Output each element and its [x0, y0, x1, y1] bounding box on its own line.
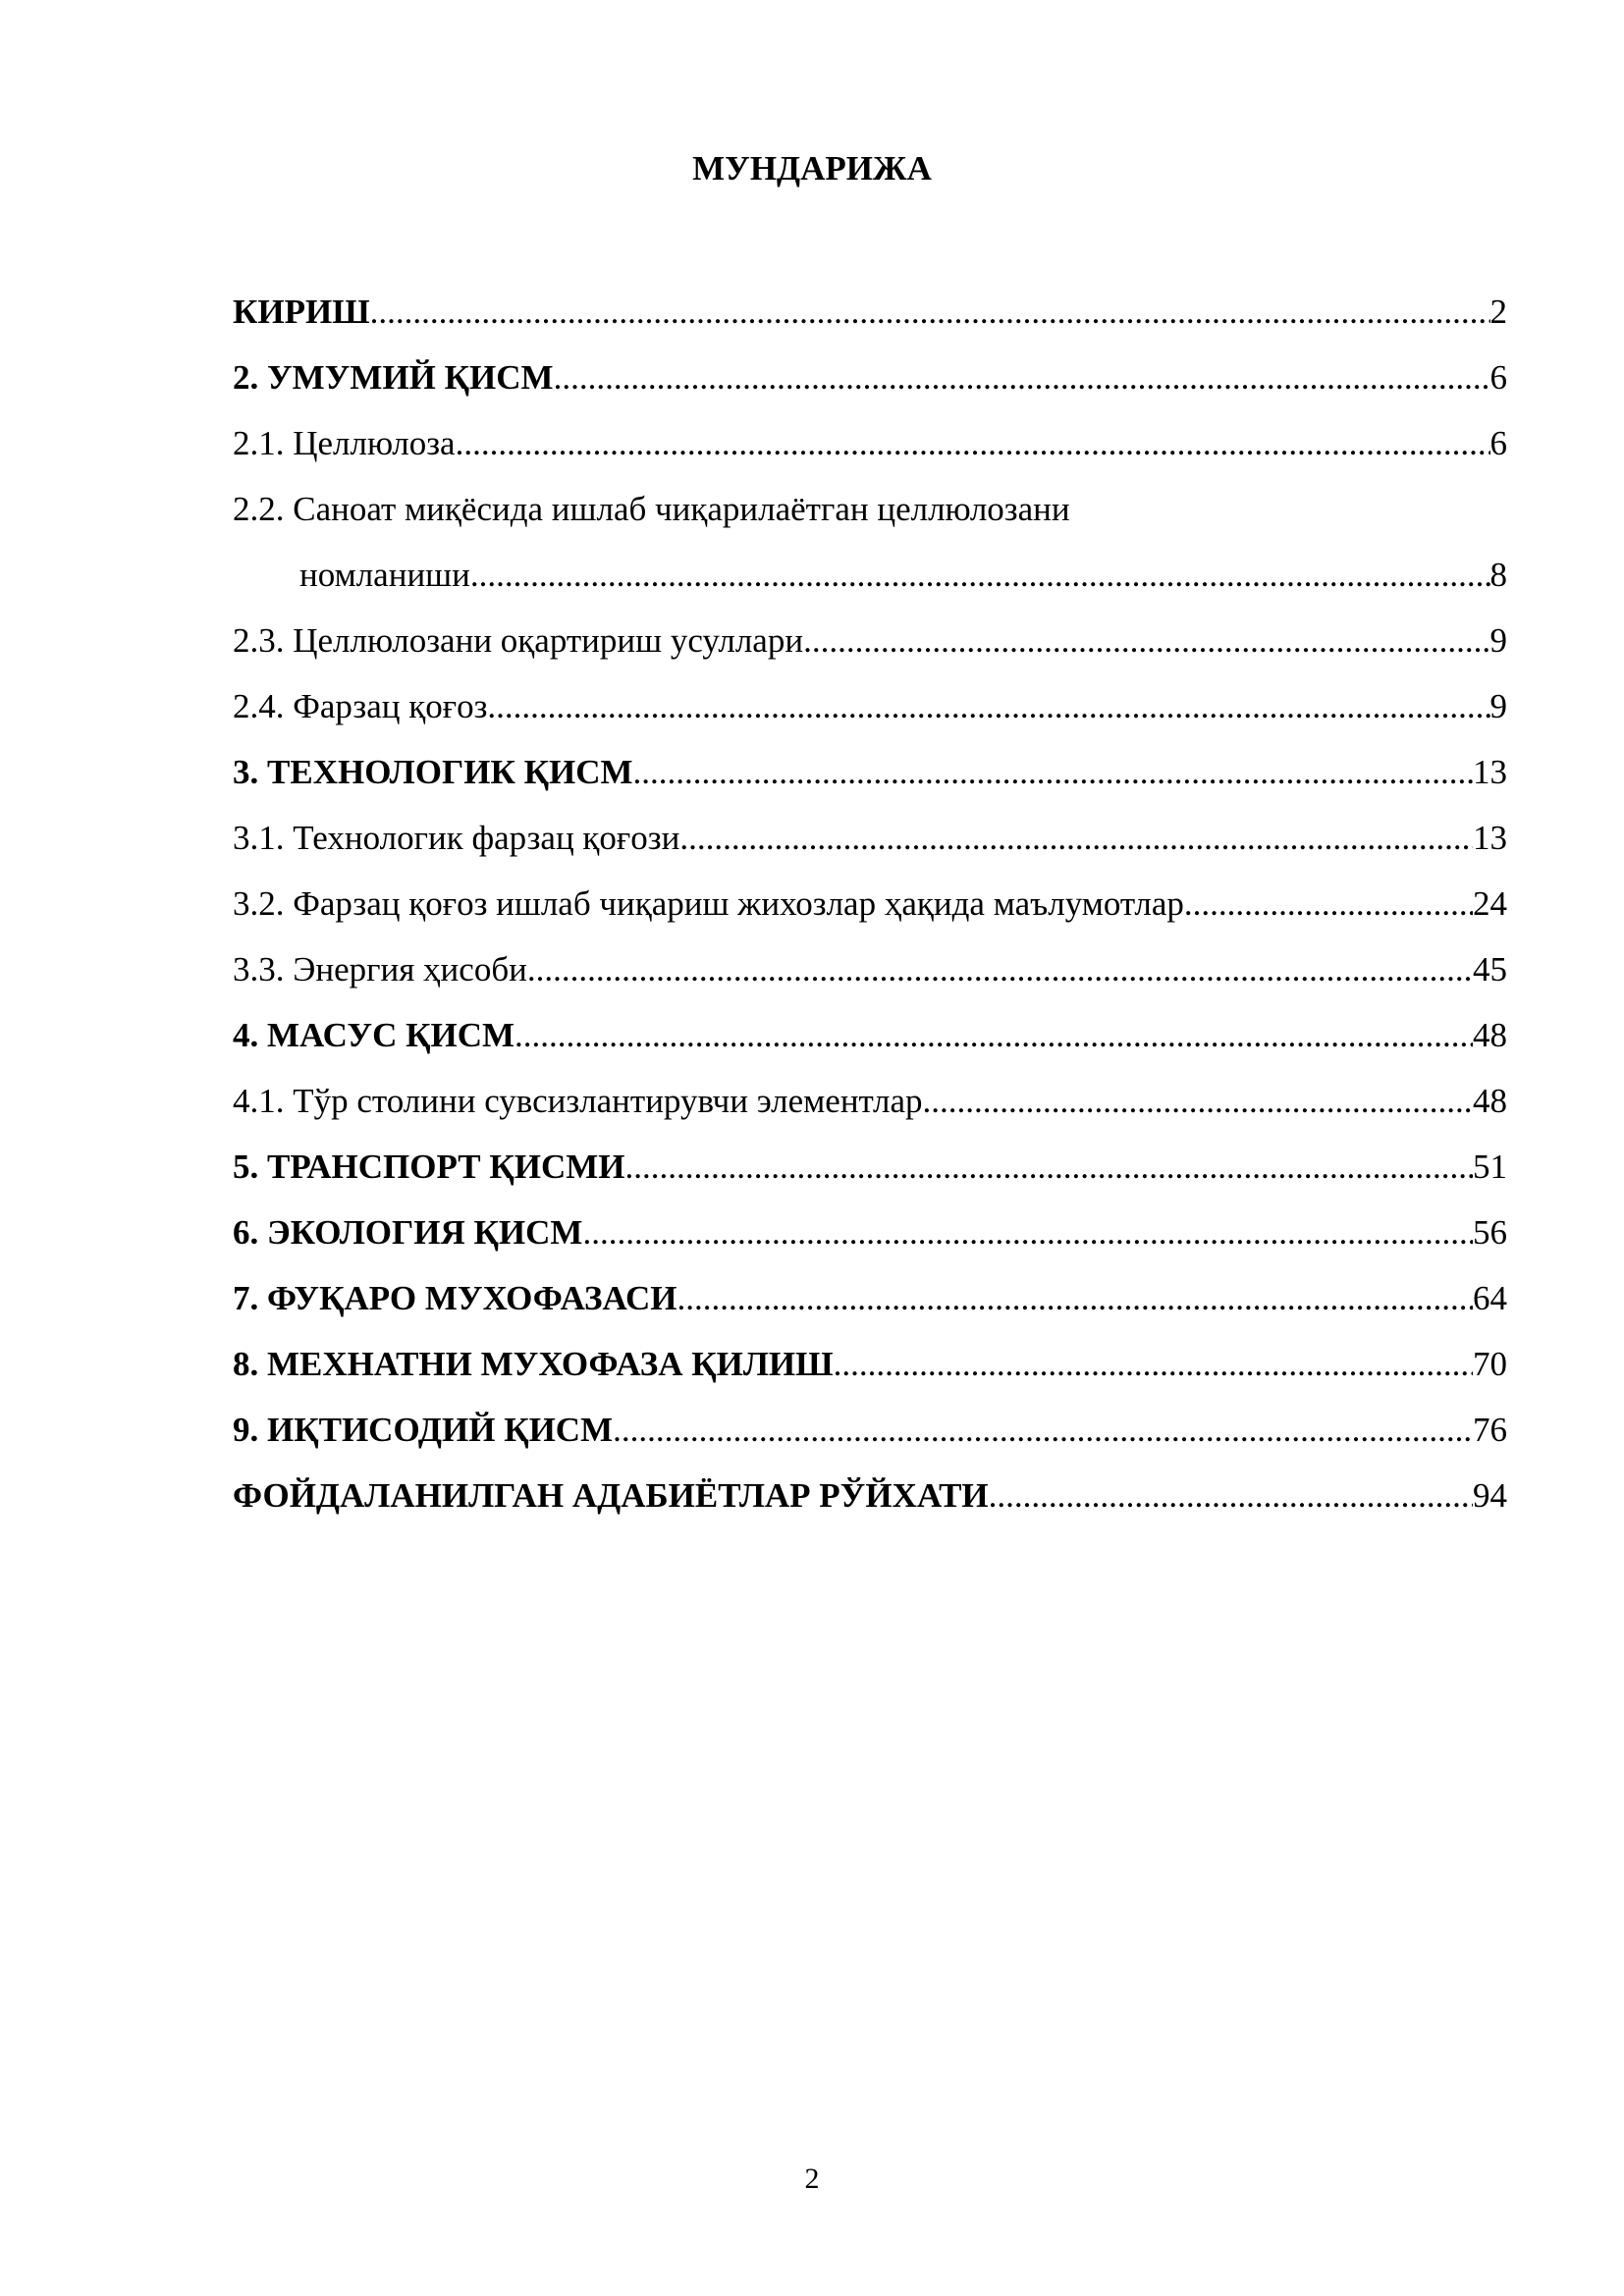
- table-of-contents: [233, 279, 1507, 1528]
- toc-entry-2-4[interactable]: [233, 673, 1507, 739]
- dot-leader: [487, 687, 1489, 726]
- toc-entry-label: 2.1. Целлюлоза: [233, 423, 456, 462]
- dot-leader: [1184, 884, 1473, 924]
- toc-entry-2-2-continued[interactable]: [233, 542, 1507, 608]
- toc-entry-2-2[interactable]: [233, 476, 1507, 542]
- dot-leader: [633, 753, 1473, 792]
- toc-entry-page: 13: [1473, 752, 1507, 791]
- toc-entry-civil-defense[interactable]: [233, 1265, 1507, 1331]
- toc-entry-label: 3. ТЕХНОЛОГИК ҚИСМ: [233, 752, 633, 791]
- toc-entry-page: 6: [1489, 423, 1507, 462]
- toc-entry-label: 3.2. Фарзац қоғоз ишлаб чиқариш жихозлар ҳақида маълумотлар: [233, 883, 1184, 923]
- toc-entry-2-3[interactable]: [233, 608, 1507, 673]
- toc-entry-general-part[interactable]: [233, 345, 1507, 410]
- toc-entry-label: 4.1. Тўр столини сувсизлантирувчи элементлар: [233, 1081, 923, 1120]
- toc-entry-introduction[interactable]: [233, 279, 1507, 345]
- toc-entry-page: 70: [1473, 1344, 1507, 1383]
- toc-entry-label: 2.3. Целлюлозани оқартириш усуллари: [233, 620, 804, 660]
- toc-entry-page: 51: [1473, 1147, 1507, 1186]
- toc-entry-label: 7. ФУҚАРО МУХОФАЗАСИ: [233, 1278, 677, 1317]
- toc-entry-label: номланиши: [299, 555, 470, 594]
- toc-entry-labor-protection[interactable]: [233, 1331, 1507, 1397]
- toc-entry-page: 48: [1473, 1015, 1507, 1054]
- toc-entry-label: 2. УМУМИЙ ҚИСМ: [233, 357, 554, 397]
- dot-leader: [370, 293, 1490, 332]
- toc-entry-economic-part[interactable]: [233, 1397, 1507, 1463]
- toc-entry-label: 3.1. Технологик фарзац қоғози: [233, 818, 680, 857]
- toc-entry-references[interactable]: [233, 1463, 1507, 1528]
- dot-leader: [554, 358, 1490, 398]
- toc-entry-page: 8: [1489, 555, 1507, 594]
- toc-entry-page: 9: [1489, 686, 1507, 725]
- dot-leader: [677, 1279, 1473, 1318]
- toc-entry-label: КИРИШ: [233, 292, 370, 331]
- dot-leader: [989, 1476, 1473, 1516]
- toc-entry-page: 2: [1489, 292, 1507, 331]
- toc-entry-page: 76: [1473, 1410, 1507, 1449]
- toc-entry-page: 48: [1473, 1081, 1507, 1120]
- toc-entry-special-part[interactable]: [233, 1002, 1507, 1068]
- dot-leader: [834, 1345, 1473, 1384]
- dot-leader: [456, 424, 1490, 463]
- toc-entry-page: 9: [1489, 620, 1507, 660]
- toc-entry-label: 9. ИҚТИСОДИЙ ҚИСМ: [233, 1410, 614, 1449]
- toc-entry-3-2[interactable]: [233, 871, 1507, 936]
- toc-entry-label: 3.3. Энергия ҳисоби: [233, 949, 527, 988]
- toc-entry-page: 45: [1473, 949, 1507, 988]
- toc-entry-page: 56: [1473, 1212, 1507, 1252]
- toc-entry-page: 64: [1473, 1278, 1507, 1317]
- toc-entry-label: ФОЙДАЛАНИЛГАН АДАБИЁТЛАР РЎЙХАТИ: [233, 1475, 989, 1515]
- toc-entry-label: 2.4. Фарзац қоғоз: [233, 686, 488, 725]
- toc-entry-label: 4. МАСУС ҚИСМ: [233, 1015, 515, 1054]
- toc-entry-ecology-part[interactable]: [233, 1200, 1507, 1265]
- page-title: МУНДАРИЖА: [692, 149, 932, 187]
- dot-leader: [527, 950, 1473, 989]
- toc-entry-label: 2.2. Саноат миқёсида ишлаб чиқарилаётган целлюлозани: [233, 489, 1070, 528]
- toc-entry-label: 5. ТРАНСПОРТ ҚИСМИ: [233, 1147, 625, 1186]
- dot-leader: [582, 1213, 1473, 1253]
- dot-leader: [922, 1082, 1473, 1121]
- toc-entry-3-3[interactable]: [233, 936, 1507, 1002]
- toc-entry-label: 8. МЕХНАТНИ МУХОФАЗА ҚИЛИШ: [233, 1344, 834, 1383]
- dot-leader: [514, 1016, 1473, 1055]
- page-number: 2: [804, 2163, 820, 2195]
- toc-entry-3-1[interactable]: [233, 805, 1507, 871]
- toc-entry-page: 6: [1489, 357, 1507, 397]
- dot-leader: [613, 1411, 1473, 1450]
- dot-leader: [625, 1148, 1473, 1187]
- toc-entry-label: 6. ЭКОЛОГИЯ ҚИСМ: [233, 1212, 583, 1252]
- toc-entry-technological-part[interactable]: [233, 739, 1507, 805]
- toc-entry-2-1[interactable]: [233, 410, 1507, 476]
- toc-entry-4-1[interactable]: [233, 1068, 1507, 1134]
- toc-entry-page: 24: [1473, 883, 1507, 923]
- toc-entry-transport-part[interactable]: [233, 1134, 1507, 1200]
- dot-leader: [803, 621, 1489, 661]
- toc-entry-page: 13: [1473, 818, 1507, 857]
- dot-leader: [679, 819, 1473, 858]
- toc-entry-page: 94: [1473, 1475, 1507, 1515]
- dot-leader: [470, 556, 1490, 595]
